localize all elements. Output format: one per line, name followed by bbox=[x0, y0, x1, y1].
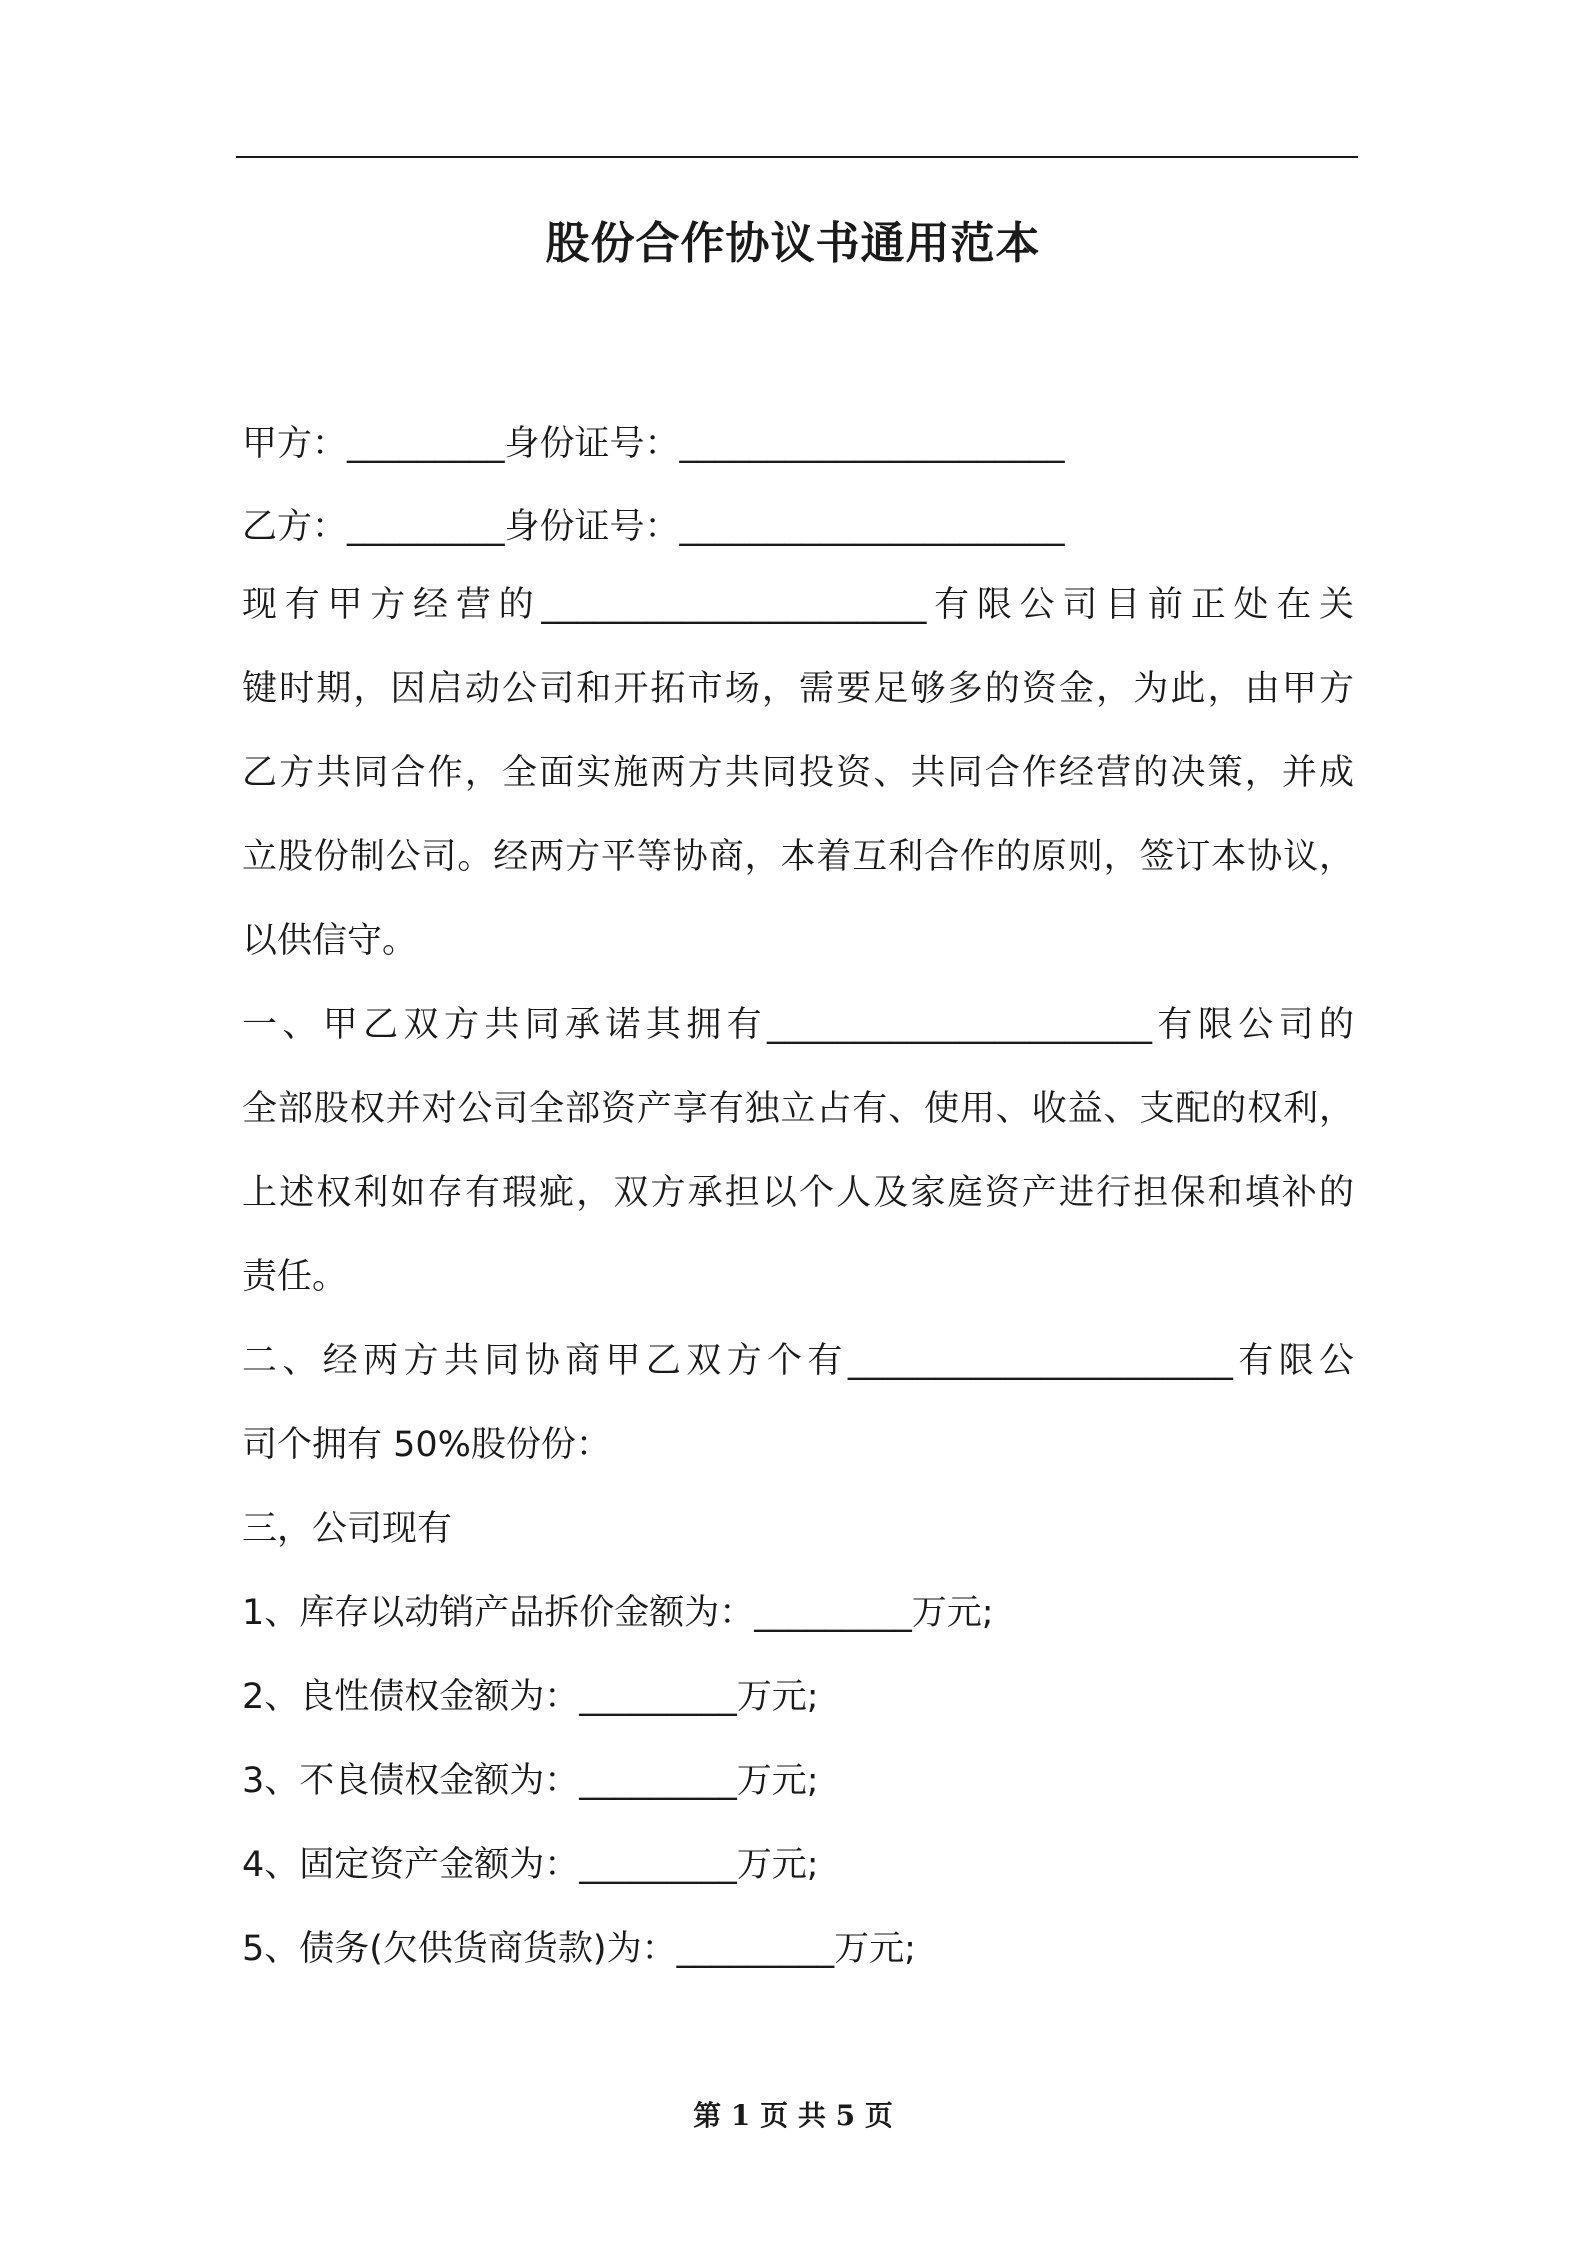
clause-3-item: 3、不良债权金额为：_________万元; bbox=[242, 1761, 819, 1801]
clause-2-line: 二、经两方共同协商甲乙双方个有______________________有限公 bbox=[242, 1341, 1354, 1381]
header-rule bbox=[236, 156, 1358, 158]
clause-3-item: 5、债务(欠供货商货款)为：_________万元; bbox=[242, 1929, 916, 1969]
intro-line: 键时期，因启动公司和开拓市场，需要足够多的资金，为此，由甲方 bbox=[242, 669, 1354, 709]
intro-line: 现有甲方经营的______________________有限公司目前正处在关 bbox=[242, 585, 1354, 625]
party-b-line: 乙方：_________身份证号：______________________ bbox=[242, 507, 1065, 547]
clause-1-line: 上述权利如存有瑕疵，双方承担以个人及家庭资产进行担保和填补的 bbox=[242, 1173, 1354, 1213]
intro-line: 以供信守。 bbox=[242, 921, 418, 961]
page-footer: 第 1 页 共 5 页 bbox=[693, 2099, 893, 2132]
clause-3-heading: 三，公司现有 bbox=[242, 1509, 453, 1549]
party-a-line: 甲方：_________身份证号：______________________ bbox=[242, 424, 1065, 464]
clause-2-line: 司个拥有 50%股份份： bbox=[242, 1425, 611, 1465]
document-title: 股份合作协议书通用范本 bbox=[545, 218, 1041, 269]
clause-1-line: 全部股权并对公司全部资产享有独立占有、使用、收益、支配的权利， bbox=[242, 1089, 1354, 1129]
clause-3-item: 2、良性债权金额为：_________万元; bbox=[242, 1677, 819, 1717]
intro-line: 乙方共同合作，全面实施两方共同投资、共同合作经营的决策，并成 bbox=[242, 753, 1354, 793]
intro-line: 立股份制公司。经两方平等协商，本着互利合作的原则，签订本协议， bbox=[242, 837, 1354, 877]
clause-1-line: 责任。 bbox=[242, 1257, 348, 1297]
clause-3-item: 1、库存以动销产品拆价金额为：_________万元; bbox=[242, 1593, 994, 1633]
clause-3-item: 4、固定资产金额为：_________万元; bbox=[242, 1845, 819, 1885]
clause-1-line: 一、甲乙双方共同承诺其拥有______________________有限公司的 bbox=[242, 1005, 1354, 1045]
